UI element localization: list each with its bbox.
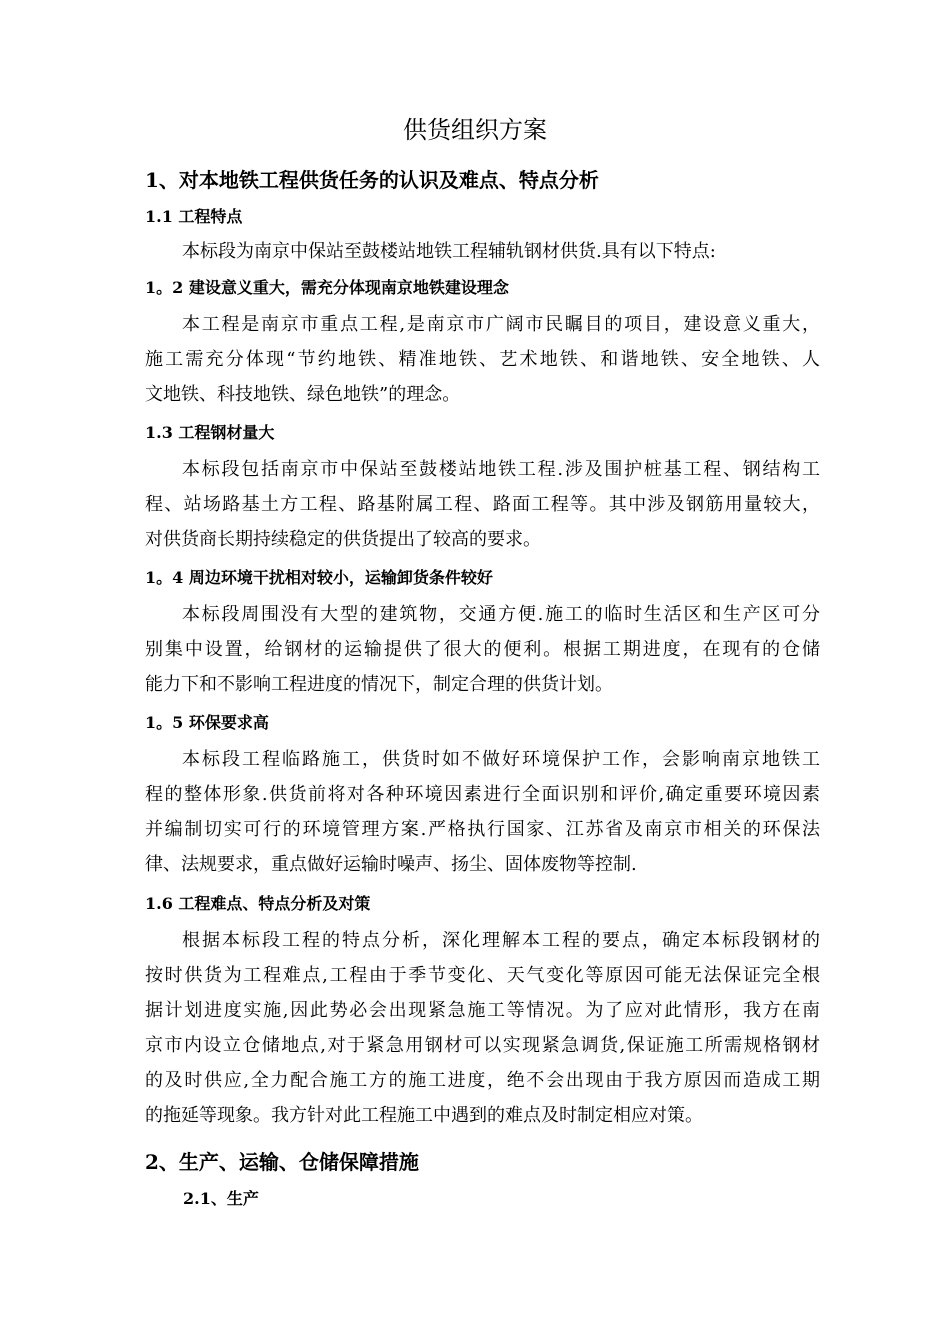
section-1-heading: 1、对本地铁工程供货任务的认识及难点、特点分析 (145, 168, 599, 192)
paragraph-line: 京市内设立仓储地点,对于紧急用钢材可以实现紧急调货,保证施工所需规格钢材 (145, 1035, 820, 1056)
section-2-1-heading: 2.1、生产 (183, 1189, 259, 1208)
paragraph-line: 按时供货为工程难点,工程由于季节变化、天气变化等原因可能无法保证完全根 (145, 965, 820, 986)
section-2-heading: 2、生产、运输、仓储保障措施 (145, 1150, 419, 1174)
section-1-6-heading: 1.6 工程难点、特点分析及对策 (145, 894, 371, 913)
section-1-6-paragraph (145, 923, 820, 1133)
section-1-2-paragraph (145, 307, 820, 412)
section-1-5-heading: 1。5 环保要求高 (145, 713, 269, 732)
document-title: 供货组织方案 (403, 116, 547, 144)
paragraph-line: 本标段包括南京市中保站至鼓楼站地铁工程.涉及围护桩基工程、钢结构工 (182, 459, 820, 480)
section-1-1-heading: 1.1 工程特点 (145, 207, 243, 226)
section-1-2-heading: 1。2 建设意义重大，需充分体现南京地铁建设理念 (145, 278, 509, 297)
paragraph-line: 本标段工程临路施工，供货时如不做好环境保护工作，会影响南京地铁工 (182, 749, 820, 770)
paragraph-line: 据计划进度实施,因此势必会出现紧急施工等情况。为了应对此情形，我方在南 (145, 1000, 820, 1021)
paragraph-line: 能力下和不影响工程进度的情况下，制定合理的供货计划。 (145, 674, 613, 695)
paragraph-line: 文地铁、科技地铁、绿色地铁”的理念。 (145, 384, 461, 405)
section-1-4-paragraph (145, 597, 820, 702)
paragraph-line: 施工需充分体现“节约地铁、精准地铁、艺术地铁、和谐地铁、安全地铁、人 (145, 349, 820, 370)
paragraph-line: 对供货商长期持续稳定的供货提出了较高的要求。 (145, 529, 541, 550)
paragraph-line: 本工程是南京市重点工程,是南京市广阔市民瞩目的项目，建设意义重大， (182, 314, 820, 335)
section-1-1-text: 本标段为南京中保站至鼓楼站地铁工程辅轨钢材供货.具有以下特点: (182, 241, 716, 262)
section-1-4-heading: 1。4 周边环境干扰相对较小，运输卸货条件较好 (145, 568, 493, 587)
paragraph-line: 别集中设置，给钢材的运输提供了很大的便利。根据工期进度，在现有的仓储 (145, 639, 820, 660)
section-1-3-heading: 1.3 工程钢材量大 (145, 423, 275, 442)
paragraph-line: 根据本标段工程的特点分析，深化理解本工程的要点，确定本标段钢材的 (182, 930, 820, 951)
paragraph-line: 程的整体形象.供货前将对各种环境因素进行全面识别和评价,确定重要环境因素 (145, 784, 820, 805)
section-1-5-paragraph (145, 742, 820, 882)
paragraph-line: 程、站场路基土方工程、路基附属工程、路面工程等。其中涉及钢筋用量较大， (145, 494, 820, 515)
paragraph-line: 的拖延等现象。我方针对此工程施工中遇到的难点及时制定相应对策。 (145, 1105, 703, 1126)
section-1-3-paragraph (145, 452, 820, 557)
paragraph-line: 的及时供应,全力配合施工方的施工进度，绝不会出现由于我方原因而造成工期 (145, 1070, 820, 1091)
paragraph-line: 律、法规要求，重点做好运输时噪声、扬尘、固体废物等控制. (145, 854, 637, 875)
paragraph-line: 本标段周围没有大型的建筑物，交通方便.施工的临时生活区和生产区可分 (182, 604, 820, 625)
paragraph-line: 并编制切实可行的环境管理方案.严格执行国家、江苏省及南京市相关的环保法 (145, 819, 820, 840)
